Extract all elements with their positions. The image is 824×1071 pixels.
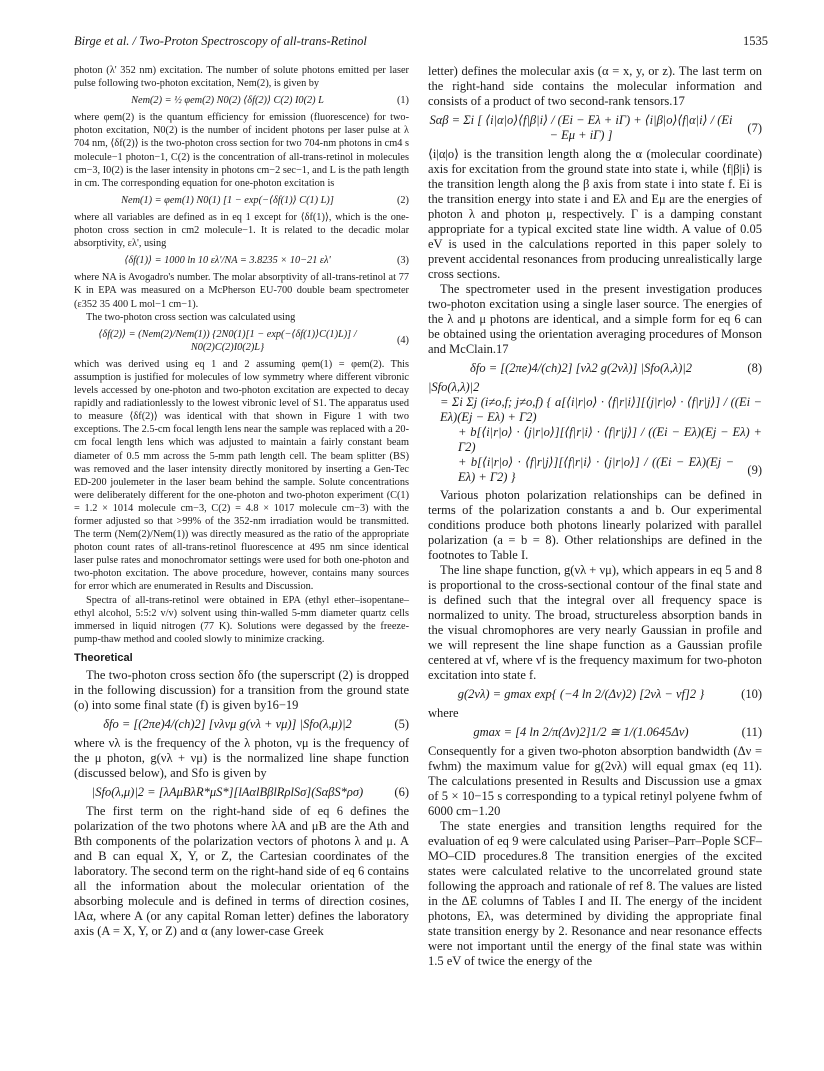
paragraph: The state energies and transition lengths required for the evaluation of eq 9 were calculated using Pariser–Parr–Pople SCF–MO–CID procedures.8 The transition energies of the excited states were calculated relative to the uncorrelated ground state following the approach and rationale of ref 8. The values are listed in the ΔE columns of Tables I and II. The energy of the incident photons, Eλ, was determined by dividing the appropriate final state transition energy by 2. Resonance and near resonance effects were not important until the energy of the final state was within 1.5 eV of twice the energy of the	[428, 819, 762, 968]
equation-number: (4)	[396, 335, 409, 347]
equation-11	[428, 725, 762, 740]
paragraph: The two-photon cross section was calculated using	[86, 311, 296, 323]
paragraph: photon (λ' 352 nm) excitation. The number of solute photons emitted per laser pulse following two-photon excitation, Nem(2), is given by	[74, 65, 409, 90]
equation-body: Sαβ = Σi [ ⟨i|α|o⟩⟨f|β|i⟩ / (Ei − Eλ + iΓ) + ⟨i|β|o⟩⟨f|α|i⟩ / (Ei − Eμ + iΓ) ]	[429, 113, 733, 142]
paragraph: Spectra of all-trans-retinol were obtained in EPA (ethyl ether–isopentane–ethyl alcohol, 5:5:2 v/v) solvent using thin-walled 5-mm diameter quartz cells immersed in liquid nitrogen (77 K). Solutions were degassed by the freeze-pump-thaw method and cooled slowly to minimize cracking.	[74, 594, 409, 645]
equation-1	[74, 94, 409, 107]
equation-body: δfo = [(2πe)4/(ch)2] [νλνμ g(νλ + νμ)] |Sfo(λ,μ)|2	[103, 717, 352, 732]
equation-7	[428, 113, 762, 143]
left-column	[74, 64, 409, 939]
equation-number: (6)	[394, 785, 409, 800]
equation-number: (10)	[741, 687, 762, 701]
equation-number: (1)	[396, 95, 409, 107]
equation-body: Nem(2) = ½ φem(2) N0(2) ⟨δf(2)⟩ C(2) I0(2) L	[131, 95, 324, 107]
equation-9-term-c: + b[⟨i|r|o⟩ · ⟨f|r|j⟩][⟨f|r|i⟩ · ⟨j|r|o⟩] / ((Ei − Eλ)(Ej − Eλ) + Γ2) }	[458, 455, 734, 484]
equation-10	[428, 687, 762, 702]
equation-4	[74, 328, 409, 354]
equation-number: (9)	[747, 462, 762, 477]
equation-9-term-a: = Σi Σj (i≠o,f; j≠o,f) { a[⟨i|r|o⟩ · ⟨f|r|i⟩][⟨j|r|o⟩ · ⟨f|r|j⟩] / ((Ei − Eλ)(Ej − Eλ) + Γ2)	[440, 395, 762, 424]
paragraph: The first term on the right-hand side of eq 6 defines the polarization of the two photons where λA and μB are the Ath and Bth components of the polarization vectors of photons λ and μ. A and B can equal X, Y, or Z, the Cartesian coordinates of the laboratory. The second term on the right-hand side of eq 6 contains all the information about the molecular orientation of the absorbing molecule and is defined in terms of direction cosines, lAα, where A (or any capital Roman letter) defines the laboratory axis (A = X, Y, or Z) and α (any lower-case Greek	[74, 804, 409, 939]
paragraph: The two-photon cross section δfo (the superscript (2) is dropped in the following discussion) for a transition from the ground state (o) into some final state (f) is given by16−19	[74, 668, 409, 713]
running-header: Birge et al. / Two-Proton Spectroscopy of all-trans-Retinol	[74, 34, 367, 48]
equation-6	[74, 785, 409, 800]
equation-body: ⟨δf(1)⟩ = 1000 ln 10 ελ'/NA = 3.8235 × 10−21 ελ'	[124, 255, 331, 267]
equation-number: (7)	[747, 120, 762, 135]
page-number: 1535	[743, 34, 768, 48]
paragraph: where NA is Avogadro's number. The molar absorptivity of all-trans-retinol at 77 K in EPA was measured on a McPherson EU-700 double beam spectrometer (ε352 35 400 L mol−1 cm−1).	[74, 272, 409, 310]
equation-body: gmax = [4 ln 2/π(Δν)2]1/2 ≅ 1/(1.0645Δν)	[473, 725, 689, 739]
paragraph: where νλ is the frequency of the λ photon, νμ is the frequency of the μ photon, g(νλ + νμ) is the normalized line shape function (discussed below), and Sfo is given by	[74, 736, 409, 781]
equation-body: ⟨δf(2)⟩ = (Nem(2)/Nem(1)) {2N0(1)[1 − exp(−⟨δf(1)⟩C(1)L)] / N0(2)C(2)I0(2)L}	[98, 328, 357, 353]
equation-number: (5)	[394, 717, 409, 732]
equation-9	[428, 380, 762, 485]
paragraph: where φem(2) is the quantum efficiency for emission (fluorescence) for two-photon excitation, N0(2) is the number of incident photons per laser pulse at λ 704 nm, ⟨δf(2)⟩ is the two-photon cross section for two 704-nm photons in cm4 s molecule−1 photon−1, C(2) is the concentration of all-trans-retinol in molecules cm−3, I0(2) is the laser intensity in photons cm−2 sec−1, and L is the path length in cm. The corresponding equation for one-photon excitation is	[74, 112, 409, 189]
equation-body: Nem(1) = φem(1) N0(1) [1 − exp(−⟨δf(1)⟩ C(1) L)]	[121, 194, 334, 206]
equation-9-last-line	[428, 455, 762, 485]
section-heading: Theoretical	[74, 651, 133, 664]
equation-8	[428, 361, 762, 376]
equation-number: (2)	[396, 194, 409, 206]
paragraph: Various photon polarization relationships can be defined in terms of the polarization constants a and b. Our experimental conditions produce both photons linearly polarized with parallel polarization (a = b = 8). Other relationships are defined in the footnotes to Table I.	[428, 488, 762, 562]
equation-2	[74, 194, 409, 207]
equation-body: g(2νλ) = gmax exp{ (−4 ln 2/(Δν)2) [2νλ − νf]2 }	[457, 687, 705, 701]
paragraph: which was derived using eq 1 and 2 assuming φem(1) = φem(2). This assumption is justified for molecules of low symmetry where different vibronic levels accessed by one-photon and two-photon excitation are expected to decay rapidly and radiationlessly to the lowest vibronic level of S1. The apparatus used to measure ⟨δf(2)⟩ was identical with that shown in Figure 1 with two exceptions. The 2.5-cm focal length lens near the sample was replaced with a 20-cm focal length lens which was adjusted to maintain a fairly constant beam diameter of 0.5 mm across the 5-mm path length cell. The beam splitter (BS) was removed and the laser intensity directly monitored by inserting a Gen-Tec ED-200 joulemeter in the laser beam behind the sample. Solute concentrations were deliberately different for the one-photon and two-photon experiment (C(1) = 1.2 × 1014 molecule cm−3, C(2) = 4.8 × 1017 molecule cm−3) with the former adjusted so that >99% of the 352-nm irradiation would be transmitted. The term (Nem(2)/Nem(1)) was directly measured as the ratio of the appropriate photon count rates of all-trans-retinol fluorescence at 495 nm since identical laser pulse rates and monochromator settings were used for both one-photon and two-photon excitation. The above procedure, however, contains many sources for error which are enumerated in Results and Discussion.	[74, 358, 409, 593]
equation-number: (3)	[396, 255, 409, 267]
equation-number: (8)	[747, 361, 762, 375]
equation-5	[74, 717, 409, 732]
equation-9-term-b: + b[⟨i|r|o⟩ · ⟨j|r|o⟩][⟨f|r|i⟩ · ⟨f|r|j⟩] / ((Ei − Eλ)(Ej − Eλ) + Γ2)	[458, 425, 762, 454]
paragraph: The spectrometer used in the present investigation produces two-photon excitation using a single laser source. The energies of the λ and μ photons are identical, and a simple form for eq 6 can be obtained using the orientation averaging procedures of Monson and McClain.17	[428, 282, 762, 356]
paragraph: Consequently for a given two-photon absorption bandwidth (Δν = fwhm) the maximum value for g(2νλ) will equal gmax (eq 11). The calculations presented in Results and Discussion use a gmax of 5 × 10−15 s corresponding to a typical retinyl polyene fwhm of 6000 cm−1.20	[428, 744, 762, 818]
paragraph: ⟨i|α|o⟩ is the transition length along the α (molecular coordinate) axis for excitation from the ground state into state i, while ⟨f|β|i⟩ is the transition length along the β axis from state i into state f. Ei is the transition energy into state i and Eλ and Eμ are the energies of photon λ and photon μ, respectively. Γ is a damping constant appropriate for a typical excited state line width. A value of 0.05 eV is used in the calculations reported in this paper solely to prevent accidental resonances from producing unrealistically large cross sections.	[428, 147, 762, 281]
equation-body: |Sfo(λ,μ)|2 = [λAμBλR*μS*][lAαlBβlRρlSσ](SαβS*ρσ)	[91, 785, 364, 800]
paragraph: The line shape function, g(νλ + νμ), which appears in eq 5 and 8 is proportional to the cross-sectional contour of the final state and is defined such that the integral over all frequency space is normalized to unity. The broad, structureless absorption bands in the visual chromophores are very nearly Gaussian in profile and we will represent the line shape function as a Gaussian profile centered at νf, where νf is the frequency maximum for two-photon excitation into state f.	[428, 563, 762, 682]
equation-3	[74, 254, 409, 267]
paragraph: letter) defines the molecular axis (α = x, y, or z). The last term on the right-hand side contains the molecular information and consists of a product of two second-rank tensors.17	[428, 64, 762, 108]
equation-number: (11)	[741, 725, 762, 739]
paragraph: where all variables are defined as in eq 1 except for ⟨δf(1)⟩, which is the one-photon cross section in cm2 molecule−1. It is related to the decadic molar absorptivity, ελ', using	[74, 211, 409, 250]
paragraph: where	[428, 706, 459, 720]
right-column	[428, 64, 762, 969]
equation-body: δfo = [(2πe)4/(ch)2] [νλ2 g(2νλ)] |Sfo(λ,λ)|2	[470, 361, 692, 375]
equation-9-lhs: |Sfo(λ,λ)|2	[428, 380, 480, 394]
